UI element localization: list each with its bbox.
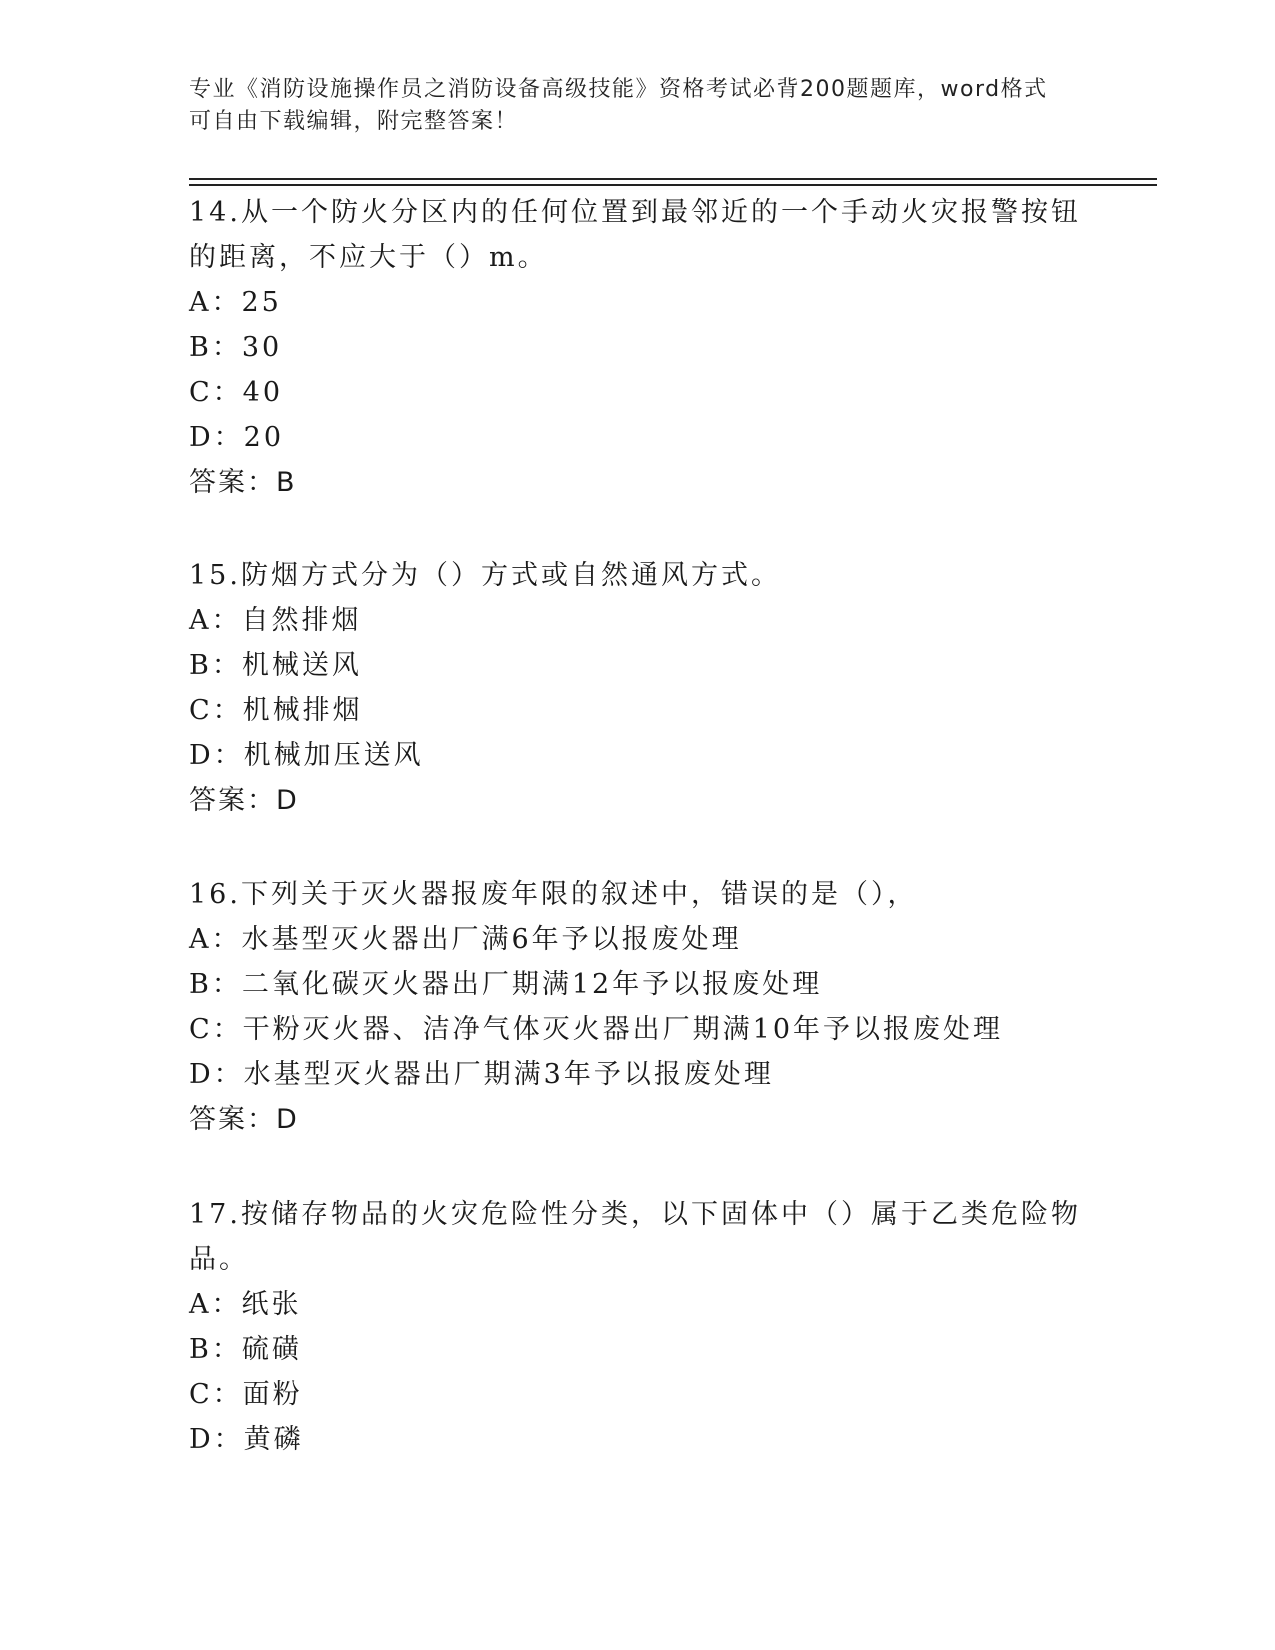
answer: 答案：D: [189, 1104, 299, 1135]
option-d: D：20: [189, 422, 285, 453]
question-16: [189, 872, 1089, 1143]
answer: 答案：B: [189, 467, 297, 498]
option-a: A：25: [189, 287, 282, 318]
option-c: C：面粉: [189, 1379, 303, 1410]
header-divider-top: [189, 178, 1157, 180]
option-b: B：硫磺: [189, 1334, 302, 1365]
question-15: [189, 553, 1089, 824]
question-14: [189, 190, 1089, 506]
option-b: B：二氧化碳灭火器出厂期满12年予以报废处理: [189, 969, 823, 1000]
answer: 答案：D: [189, 785, 299, 816]
option-c: C：机械排烟: [189, 695, 363, 726]
question-text: 17.按储存物品的火灾危险性分类，以下固体中（）属于乙类危险物品。: [189, 1199, 1081, 1275]
document-header: 专业《消防设施操作员之消防设备高级技能》资格考试必背200题题库，word格式可自由下载编辑，附完整答案！: [189, 77, 1048, 134]
option-a: A：纸张: [189, 1289, 302, 1320]
header-divider-bottom: [189, 184, 1157, 186]
question-text: 15.防烟方式分为（）方式或自然通风方式。: [189, 560, 781, 591]
option-d: D：水基型灭火器出厂期满3年予以报废处理: [189, 1059, 774, 1090]
option-a: A：水基型灭火器出厂满6年予以报废处理: [189, 924, 742, 955]
option-b: B：机械送风: [189, 650, 362, 681]
option-c: C：干粉灭火器、洁净气体灭火器出厂期满10年予以报废处理: [189, 1014, 1004, 1045]
question-text: 16.下列关于灭火器报废年限的叙述中，错误的是（），: [189, 879, 918, 910]
option-c: C：40: [189, 377, 284, 408]
option-b: B：30: [189, 332, 283, 363]
question-17: [189, 1192, 1089, 1462]
option-a: A：自然排烟: [189, 605, 362, 636]
option-d: D：机械加压送风: [189, 740, 424, 771]
option-d: D：黄磷: [189, 1424, 304, 1455]
question-text: 14.从一个防火分区内的任何位置到最邻近的一个手动火灾报警按钮的距离，不应大于（）m。: [189, 197, 1081, 273]
